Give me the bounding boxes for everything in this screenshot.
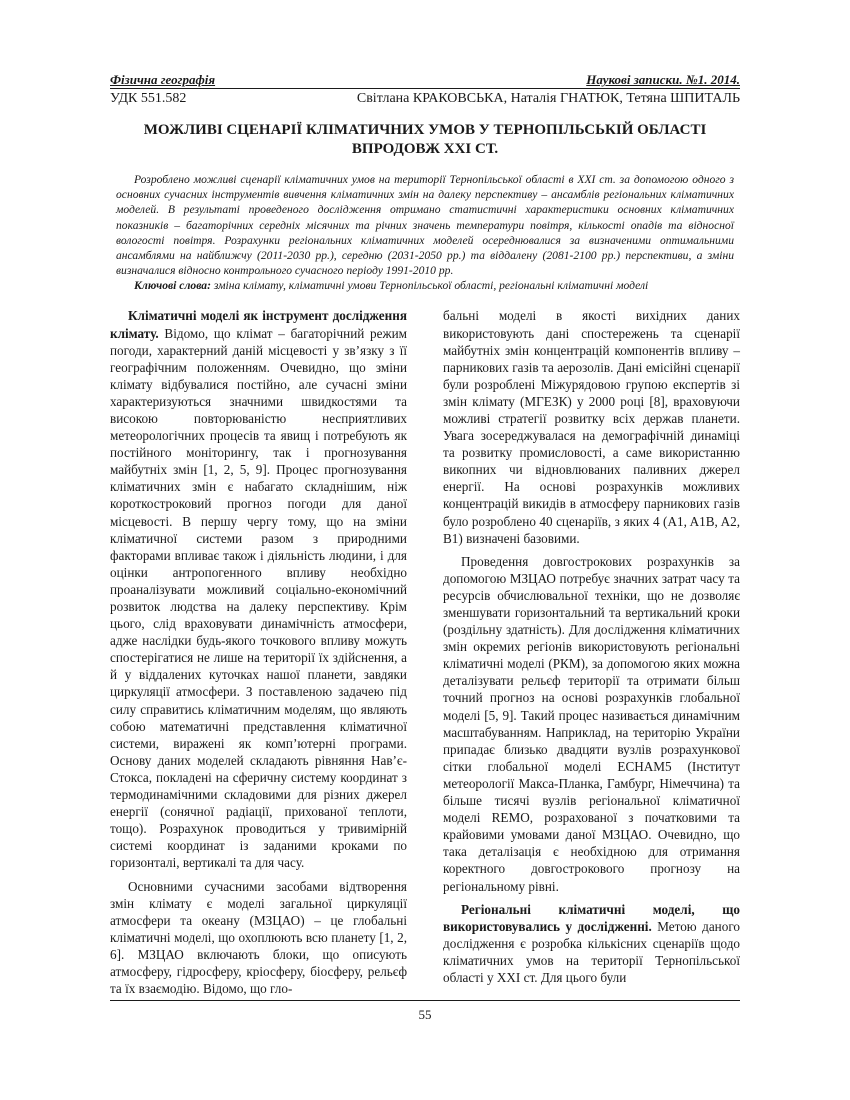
paragraph-text: Метою даного дослідження є розробка кількісних сценаріїв щодо кліматичних умов на території Тернопільської області у ХХІ ст. Для цього були [443,918,740,985]
title-line-2: ВПРОДОВЖ ХХІ СТ. [351,141,499,157]
left-column [110,307,407,997]
paragraph: Основними сучасними засобами відтворення змін клімату є моделі загальної циркуляції атмосфери та океану (МЗЦАО) – це глобальні кліматичні моделі, що охоплюють всю планету [1, 2, 6]. МЗЦАО включають блоки, що описують атмосферу, гідросферу, кріосферу, біосферу, рельєф та їх взаємодію. Відомо, що гло- [110,878,407,997]
abstract: Розроблено можливі сценарії кліматичних умов на території Тернопільської області в ХХІ ст. за допомогою одного з основних сучасних інструментів вивчення кліматичних змін на далеку перспективу – ансамблів регіональних кліматичних моделей. В результаті проведеного дослідження отримано статистичні характеристики основних кліматичних показників – багаторічних середніх місячних та річних значень температури повітря, кількості опадів та відносної вологості повітря. Розрахунки регіональних кліматичних моделей осереднювалися за визначеними оптимальними ансамблями на найближчу (2011-2030 рр.), середню (2031-2050 рр.) та віддалену (2081-2100 рр.) перспективи, а зміни визначалися відносно контрольного сучасного періоду 1991-2010 рр. [116,173,734,278]
keywords-label: Ключові слова: [134,279,211,293]
section-heading: Регіональні кліматичні моделі, що використовувались у дослідженні. [443,901,740,934]
keywords [110,278,740,293]
authors: Світлана КРАКОВСЬКА, Наталія ГНАТЮК, Тетяна ШПИТАЛЬ [356,91,740,106]
journal-page [110,72,740,997]
journal-name: Наукові записки. №1. 2014. [586,72,740,87]
title-line-1: МОЖЛИВІ СЦЕНАРІЇ КЛІМАТИЧНИХ УМОВ У ТЕРНОПІЛЬСЬКІЙ ОБЛАСТІ [143,122,707,138]
paragraph-text: Відомо, що клімат – багаторічний режим погоди, характерний даній місцевості у зв’язку з її географічним положенням. Очевидно, що зміни клімату відбувалися постійно, але сучасні зміни характеризуються значними швидкостями та високою повторюваністю несприятливих метеорологічних процесів та явищ і потребують як постійного моніторингу, так і прогнозування майбутніх змін [1, 2, 5, 9]. Процес прогнозування кліматичних змін є набагато складнішим, ніж короткостроковий прогноз погоди для даної місцевості. В першу чергу тому, що на зміни кліматичної системи разом з природними факторами впливає також і діяльність людини, і для оцінки антропогенного впливу необхідно проаналізувати можливий соціально-економічний розвиток людства на далеку перспективу. Крім цього, слід враховувати динамічність атмосфери, адже наслідки будь-якого точкового впливу можуть спостерігатися не лише на території їх здійснення, а й у віддалених куточках нашої планети, завдяки циркуляції атмосфери. З поставленою задачею під силу справитись кліматичним моделям, що являють собою математичні представлення кліматичної системи, виражені як комп’ютерні програми. Основу даних моделей складають рівняння Нав’є-Стокса, покладені на сферичну систему координат з термодинамічними складовими для різних джерел енергії (сонячної радіації, прихованої теплоти, тощо). Розрахунок проводиться у тривимірній системі координат із заданими кроками по горизонталі, вертикалі та для часу. [110,325,407,871]
udc-code: УДК 551.582 [110,91,187,106]
section-heading: Кліматичні моделі як інструмент дослідження клімату. [110,308,407,341]
section-name: Фізична географія [110,72,216,87]
paragraph: Проведення довгострокових розрахунків за допомогою МЗЦАО потребує значних затрат часу та ресурсів обчислювальної техніки, що не дозволяє зменшувати горизонтальний та вертикальний кроки (роздільну здатність). Для дослідження кліматичних змін окремих регіонів використовують регіональні кліматичні моделі (РКМ), за допомогою яких можна деталізувати рельєф території та отримати більш точний прогноз на основі розрахунків глобальної моделі [5, 9]. Такий процес називається динамічним масштабуванням. Наприклад, на територію України припадає близько двадцяти вузлів розрахункової сітки глобальної моделі ECHAM5 (Інститут метеорології Макса-Планка, Гамбург, Німеччина) та більше тисячі вузлів регіональної кліматичної моделі REMO, розрахованої з початковими та крайовими умовами даної МЗЦАО. Очевидно, що така деталізація є необхідною для отримання коректного довгострокового прогнозу на регіональному рівні. [443,553,740,894]
body-columns [110,307,740,997]
article-title [110,121,740,159]
running-header [110,72,740,89]
right-column [443,307,740,997]
keywords-text: зміна клімату, кліматичні умови Тернопільської області, регіональні кліматичні моделі [210,279,649,293]
paragraph [443,901,740,986]
paragraph [110,307,407,871]
footer-rule [110,1000,740,1001]
paragraph: бальні моделі в якості вихідних даних використовують дані спостережень та сценарії майбутніх змін концентрацій компонентів впливу – парникових газів та аерозолів. Дані емісійні сценарії були розроблені Міжурядовою групою експертів зі змін клімату (МГЕЗК) у 2000 році [8], враховуючи можливі стратегії розвитку всіх держав планети. Увага зосереджувалася на демографічній динаміці та розвитку промисловості, а саме використанню викопних чи відновлюваних паливних джерел енергії. На основі розрахунків можливих концентрацій викидів в атмосферу парникових газів було розроблено 40 сценаріїв, з яких 4 (A1, A1B, A2, B1) визначені базовими. [443,308,740,546]
udc-author-line [110,90,740,107]
page-number: 55 [418,1007,432,1022]
